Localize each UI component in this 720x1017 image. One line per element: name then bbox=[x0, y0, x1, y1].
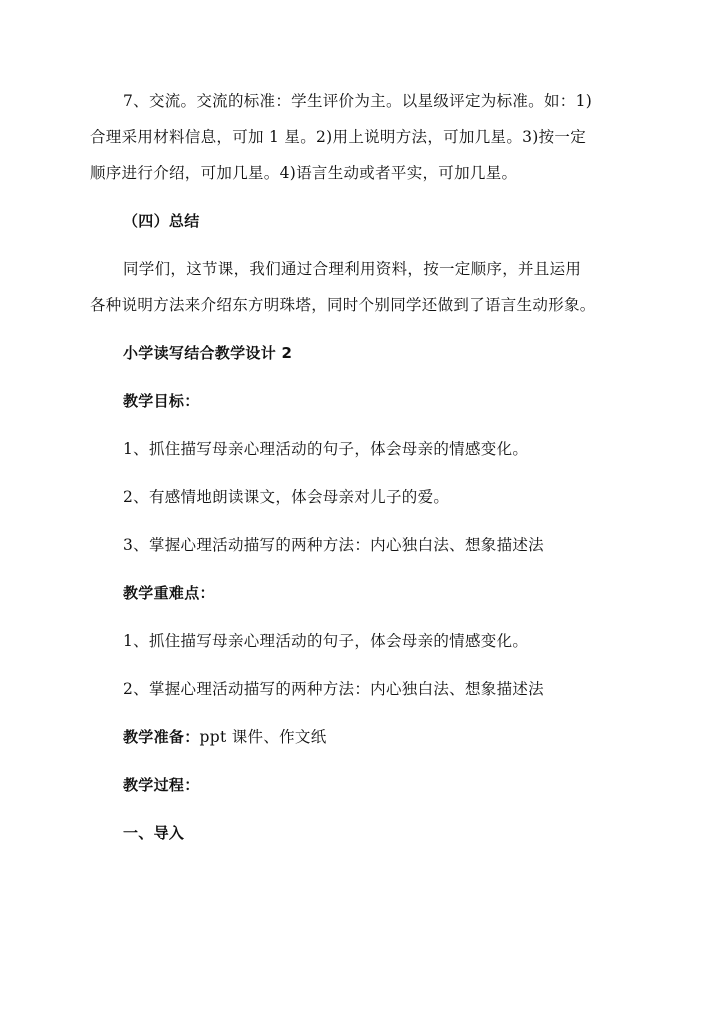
objectives-heading: 教学目标： bbox=[123, 392, 200, 410]
preparation-line bbox=[123, 726, 327, 748]
intro-heading: 一、导入 bbox=[123, 824, 185, 842]
preparation-text: ppt 课件、作文纸 bbox=[199, 728, 327, 746]
summary-line-2: 各种说明方法来介绍东方明珠塔，同时个别同学还做到了语言生动形象。 bbox=[90, 296, 596, 314]
summary-line-1: 同学们，这节课，我们通过合理利用资料，按一定顺序，并且运用 bbox=[123, 260, 582, 278]
paragraph-7-line-1: 7、交流。交流的标准：学生评价为主。以星级评定为标准。如：1) bbox=[123, 92, 593, 110]
preparation-heading: 教学准备： bbox=[123, 728, 200, 746]
key-points-heading: 教学重难点： bbox=[123, 584, 215, 602]
section-heading-summary: （四）总结 bbox=[123, 212, 200, 230]
paragraph-7-line-2: 合理采用材料信息，可加 1 星。2)用上说明方法，可加几星。3)按一定 bbox=[90, 128, 587, 146]
objective-item-3: 3、掌握心理活动描写的两种方法：内心独白法、想象描述法 bbox=[123, 536, 544, 554]
key-point-item-2: 2、掌握心理活动描写的两种方法：内心独白法、想象描述法 bbox=[123, 680, 544, 698]
objective-item-1: 1、抓住描写母亲心理活动的句子，体会母亲的情感变化。 bbox=[123, 440, 529, 458]
process-heading: 教学过程： bbox=[123, 776, 200, 794]
objective-item-2: 2、有感情地朗读课文，体会母亲对儿子的爱。 bbox=[123, 488, 450, 506]
paragraph-7-line-3: 顺序进行介绍，可加几星。4)语言生动或者平实，可加几星。 bbox=[90, 164, 518, 182]
design-2-title: 小学读写结合教学设计 2 bbox=[123, 344, 293, 362]
key-point-item-1: 1、抓住描写母亲心理活动的句子，体会母亲的情感变化。 bbox=[123, 632, 529, 650]
